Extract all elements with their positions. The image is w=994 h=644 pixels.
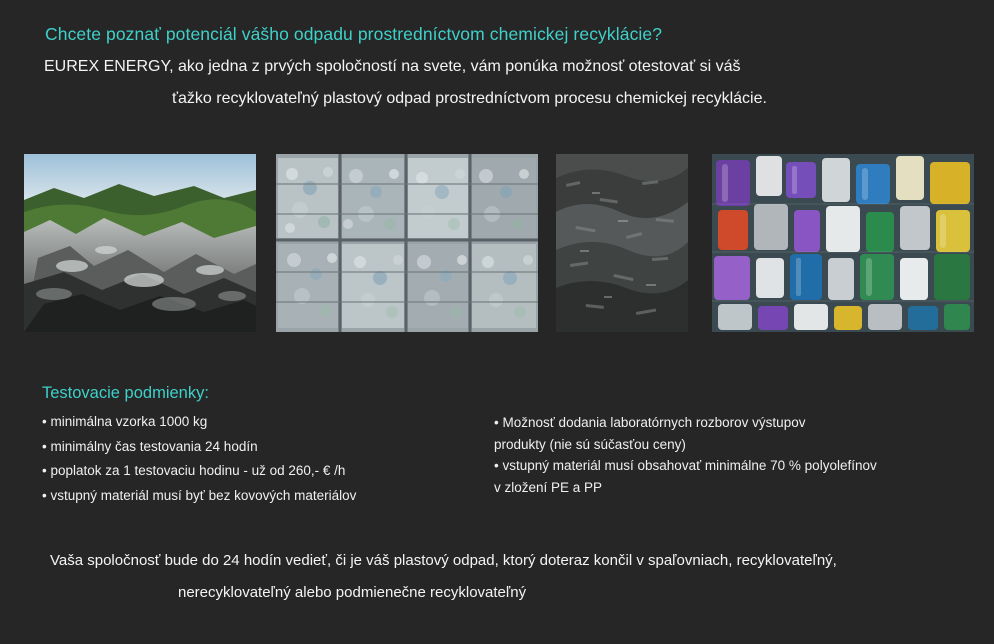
footer-line-2: nerecyklovateľný alebo podmienečne recyklovateľný xyxy=(178,584,527,601)
list-item-emphasis: produkty (nie sú súčasťou ceny) xyxy=(494,436,686,452)
conditions-right-list xyxy=(494,415,964,501)
list-item-emphasis: v zložení PE a PP xyxy=(494,479,603,495)
image-gallery xyxy=(24,154,974,332)
intro-line-2: ťažko recyklovateľný plastový odpad prostredníctvom procesu chemickej recyklácie. xyxy=(172,90,767,107)
list-item: • vstupný materiál musí obsahovať minimálne 70 % polyolefínov xyxy=(494,458,877,474)
photo-mixed-plastic-containers xyxy=(712,154,974,332)
page-title: Chcete poznať potenciál vášho odpadu prostredníctvom chemickej recyklácie? xyxy=(45,24,663,44)
footer-line-1: Vaša spoločnosť bude do 24 hodín vedieť, či je váš plastový odpad, ktorý doteraz končil v spaľovniach, recyklovateľný, xyxy=(50,552,837,569)
photo-plastic-film-waste-pile xyxy=(24,154,256,332)
list-item: • minimálny čas testovania 24 hodín xyxy=(42,438,258,454)
conditions-title: Testovacie podmienky: xyxy=(42,384,209,402)
intro-line-1: EUREX ENERGY, ako jedna z prvých spoločností na svete, vám ponúka možnosť otestovať si váš xyxy=(44,58,741,75)
list-item: • Možnosť dodania laboratórnych rozborov výstupov xyxy=(494,415,806,430)
photo-shredded-waste-heap xyxy=(556,154,688,332)
photo-baled-pet-bottles xyxy=(276,154,538,332)
list-item: • vstupný materiál musí byť bez kovových materiálov xyxy=(42,487,357,503)
conditions-left-list xyxy=(42,414,472,512)
list-item: • minimálna vzorka 1000 kg xyxy=(42,414,208,429)
list-item: • poplatok za 1 testovaciu hodinu - už od 260,- € /h xyxy=(42,463,346,479)
